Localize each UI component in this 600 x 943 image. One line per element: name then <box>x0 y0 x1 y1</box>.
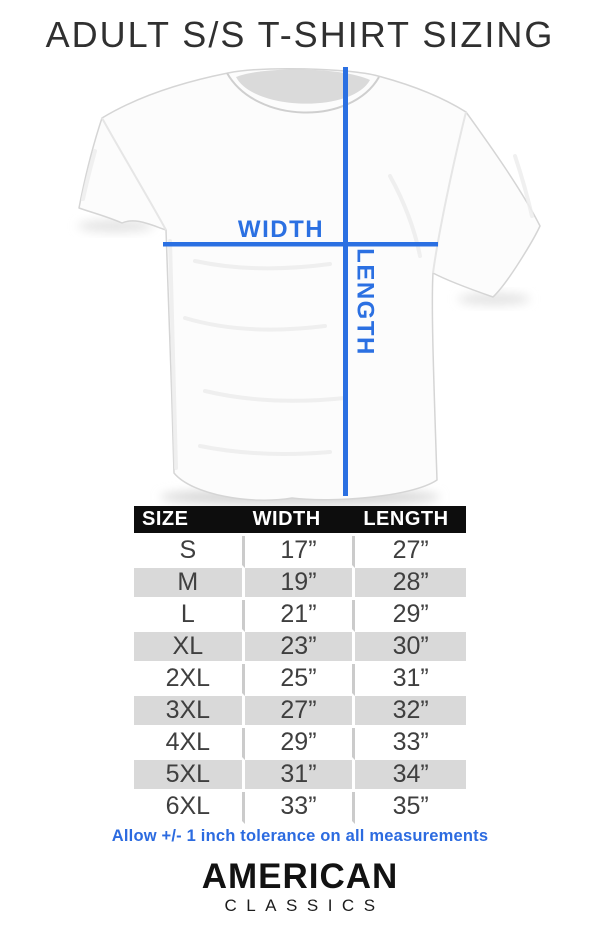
table-row <box>134 600 466 632</box>
length-label: LENGTH <box>351 248 379 356</box>
tshirt-body <box>79 69 540 500</box>
size-cell: 4XL <box>134 728 245 760</box>
brand-name-primary: AMERICAN <box>201 857 399 896</box>
width-cell: 31” <box>245 760 356 792</box>
size-table-header <box>134 506 466 536</box>
table-row <box>134 728 466 760</box>
header-length: LENGTH <box>355 506 466 536</box>
brand-logo <box>0 858 600 917</box>
length-measure-line <box>343 67 348 496</box>
length-cell: 28” <box>355 568 466 600</box>
width-cell: 21” <box>245 600 356 632</box>
length-cell: 33” <box>355 728 466 760</box>
width-cell: 33” <box>245 792 356 824</box>
brand-name-secondary: CLASSICS <box>224 896 385 915</box>
length-cell: 31” <box>355 664 466 696</box>
width-cell: 17” <box>245 536 356 568</box>
width-cell: 19” <box>245 568 356 600</box>
size-cell: XL <box>134 632 245 664</box>
length-cell: 27” <box>355 536 466 568</box>
length-cell: 29” <box>355 600 466 632</box>
width-cell: 27” <box>245 696 356 728</box>
header-size: SIZE <box>134 506 245 536</box>
table-row <box>134 792 466 824</box>
size-cell: M <box>134 568 245 600</box>
table-row <box>134 664 466 696</box>
size-cell: 2XL <box>134 664 245 696</box>
tshirt-diagram <box>0 56 600 506</box>
size-table-body <box>134 536 466 824</box>
size-cell: 6XL <box>134 792 245 824</box>
width-label: WIDTH <box>237 216 325 243</box>
table-row <box>134 568 466 600</box>
table-row <box>134 536 466 568</box>
length-cell: 34” <box>355 760 466 792</box>
table-row <box>134 632 466 664</box>
size-cell: 3XL <box>134 696 245 728</box>
tshirt-illustration <box>0 56 600 506</box>
table-row <box>134 696 466 728</box>
page-title: ADULT S/S T-SHIRT SIZING <box>45 14 555 55</box>
width-cell: 29” <box>245 728 356 760</box>
width-cell: 25” <box>245 664 356 696</box>
table-row <box>134 760 466 792</box>
size-cell: L <box>134 600 245 632</box>
length-cell: 32” <box>355 696 466 728</box>
size-table <box>134 506 466 824</box>
header-width: WIDTH <box>245 506 356 536</box>
length-cell: 35” <box>355 792 466 824</box>
size-cell: S <box>134 536 245 568</box>
size-cell: 5XL <box>134 760 245 792</box>
length-cell: 30” <box>355 632 466 664</box>
tolerance-note: Allow +/- 1 inch tolerance on all measurements <box>111 827 489 845</box>
width-cell: 23” <box>245 632 356 664</box>
